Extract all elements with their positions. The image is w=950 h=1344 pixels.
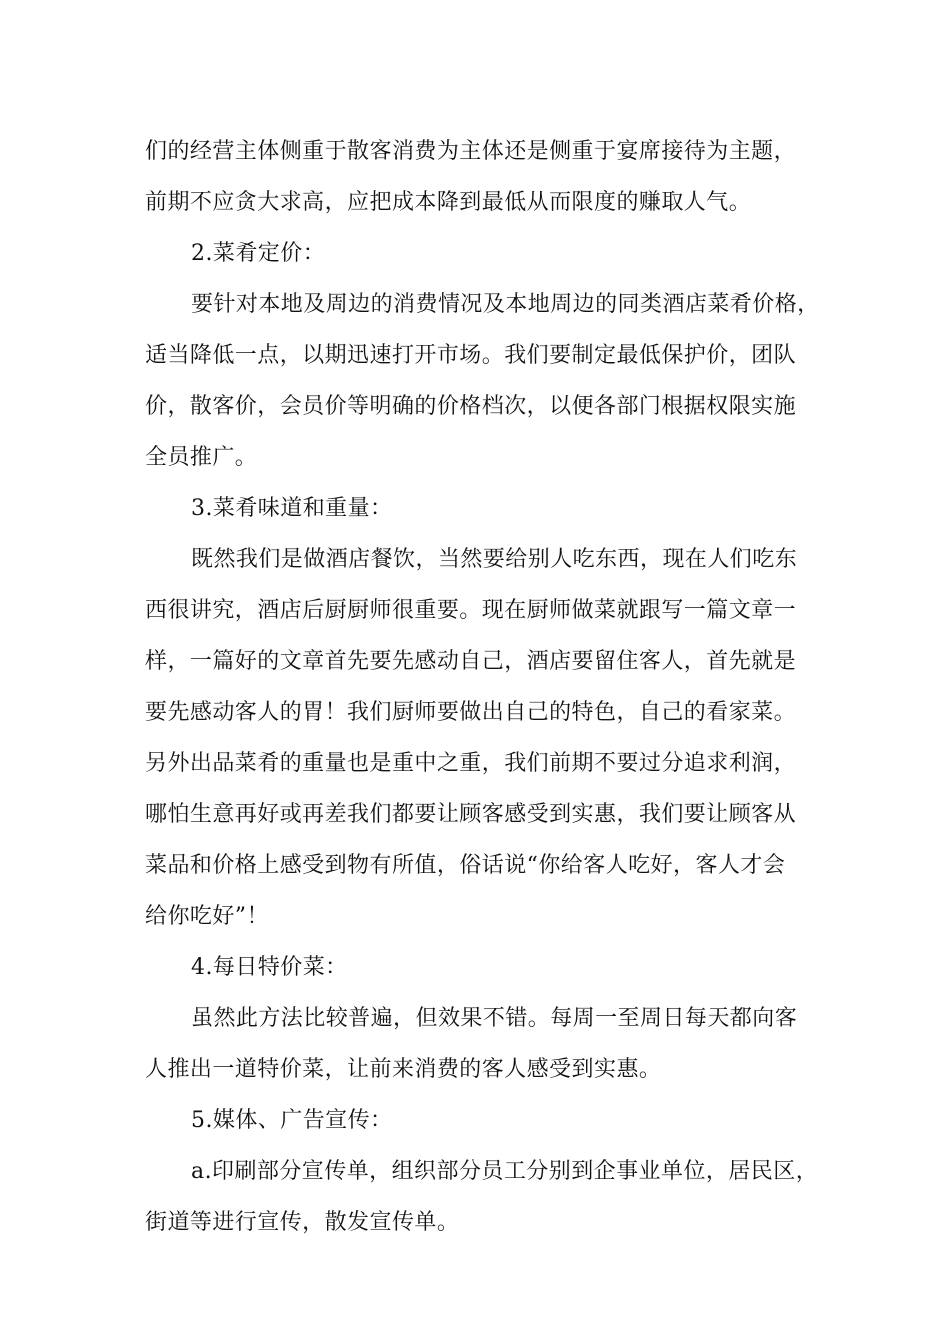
paragraph-line: 全员推广。 [145, 445, 258, 470]
paragraph-line: 适当降低一点，以期迅速打开市场。我们要制定最低保护价，团队 [145, 343, 797, 368]
paragraph-line: 要针对本地及周边的消费情况及本地周边的同类酒店菜肴价格， [191, 292, 820, 317]
section-heading: 5.媒体、广告宣传： [191, 1108, 393, 1133]
paragraph-line: 人推出一道特价菜，让前来消费的客人感受到实惠。 [145, 1057, 662, 1082]
paragraph-line: 前期不应贪大求高，应把成本降到最低从而限度的赚取人气。 [145, 190, 752, 215]
paragraph-line: 给你吃好”！ [145, 904, 269, 929]
paragraph-line: 样，一篇好的文章首先要先感动自己，酒店要留住客人，首先就是 [145, 649, 797, 674]
paragraph-line: a.印刷部分宣传单，组织部分员工分别到企事业单位，居民区， [191, 1159, 819, 1184]
paragraph-line: 另外出品菜肴的重量也是重中之重，我们前期不要过分追求利润， [145, 751, 797, 776]
paragraph-line: 哪怕生意再好或再差我们都要让顾客感受到实惠，我们要让顾客从 [145, 802, 797, 827]
section-heading: 3.菜肴味道和重量： [191, 496, 393, 521]
section-heading: 4.每日特价菜： [191, 955, 348, 980]
paragraph-line: 们的经营主体侧重于散客消费为主体还是侧重于宴席接待为主题， [145, 139, 797, 164]
paragraph-line: 西很讲究，酒店后厨厨师很重要。现在厨师做菜就跟写一篇文章一 [145, 598, 797, 623]
paragraph-line: 要先感动客人的胃！我们厨师要做出自己的特色，自己的看家菜。 [145, 700, 797, 725]
section-heading: 2.菜肴定价： [191, 241, 326, 266]
paragraph-line: 菜品和价格上感受到物有所值，俗话说“你给客人吃好，客人才会 [145, 853, 786, 878]
paragraph-line: 既然我们是做酒店餐饮，当然要给别人吃东西，现在人们吃东 [191, 547, 798, 572]
paragraph-line: 价，散客价，会员价等明确的价格档次，以便各部门根据权限实施 [145, 394, 797, 419]
paragraph-line: 虽然此方法比较普遍，但效果不错。每周一至周日每天都向客 [191, 1006, 798, 1031]
paragraph-line: 街道等进行宣传，散发宣传单。 [145, 1210, 460, 1235]
